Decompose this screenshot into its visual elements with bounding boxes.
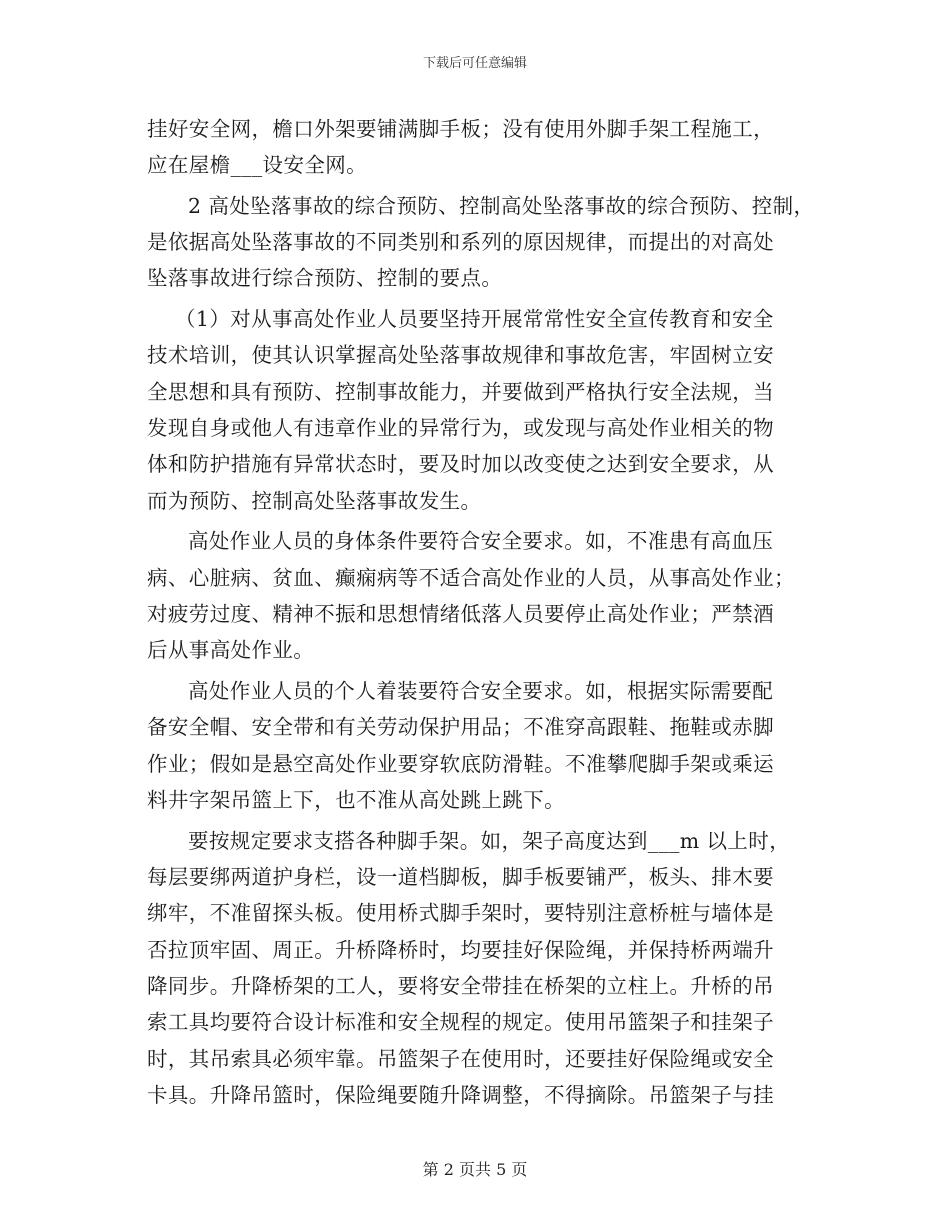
- text-line: 时，其吊索具必须牢靠。吊篮架子在使用时，还要挂好保险绳或安全: [147, 1047, 774, 1071]
- text-line: 料井字架吊篮上下，也不准从高处跳上跳下。: [147, 788, 565, 812]
- text-line: 应在屋檐___设安全网。: [147, 153, 368, 177]
- text-line: 卡具。升降吊篮时，保险绳要随升降调整，不得摘除。吊篮架子与挂: [147, 1083, 774, 1107]
- text-line: 是依据高处坠落事故的不同类别和系列的原因规律，而提出的对高处: [147, 230, 774, 254]
- text-line: 后从事高处作业。: [147, 638, 315, 662]
- text-line: （1）对从事高处作业人员要坚持开展常常性安全宣传教育和安全: [175, 307, 774, 331]
- text-line: 挂好安全网，檐口外架要铺满脚手板；没有使用外脚手架工程施工，: [147, 117, 774, 141]
- text-line: 要按规定要求支搭各种脚手架。如，架子高度达到___m 以上时，: [188, 829, 791, 853]
- page-footer: 第 2 页共 5 页: [422, 1160, 528, 1179]
- text-line: 索工具均要符合设计标准和安全规程的规定。使用吊篮架子和挂架子: [147, 1010, 774, 1034]
- text-line: 2 高处坠落事故的综合预防、控制高处坠落事故的综合预防、控制，: [188, 194, 815, 218]
- text-line: 备安全帽、安全带和有关劳动保护用品；不准穿高跟鞋、拖鞋或赤脚: [147, 715, 774, 739]
- text-line: 高处作业人员的身体条件要符合安全要求。如，不准患有高血压: [188, 529, 774, 553]
- text-line: 绑牢，不准留探头板。使用桥式脚手架时，要特别注意桥桩与墙体是: [147, 901, 774, 925]
- text-line: 作业；假如是悬空高处作业要穿软底防滑鞋。不准攀爬脚手架或乘运: [147, 752, 774, 776]
- text-line: 体和防护措施有异常状态时，要及时加以改变使之达到安全要求，从: [147, 452, 774, 476]
- text-line: 每层要绑两道护身栏，设一道档脚板，脚手板要铺严，板头、排木要: [147, 865, 774, 889]
- text-line: 对疲劳过度、精神不振和思想情绪低落人员要停止高处作业；严禁酒: [147, 602, 774, 626]
- text-line: 全思想和具有预防、控制事故能力，并要做到严格执行安全法规，当: [147, 380, 774, 404]
- page-header: 下载后可任意编辑: [422, 56, 527, 71]
- text-line: 降同步。升降桥架的工人，要将安全带挂在桥架的立柱上。升桥的吊: [147, 974, 774, 998]
- text-line: 坠落事故进行综合预防、控制的要点。: [147, 266, 503, 290]
- text-line: 高处作业人员的个人着装要符合安全要求。如，根据实际需要配: [188, 679, 774, 703]
- text-line: 技术培训，使其认识掌握高处坠落事故规律和事故危害，牢固树立安: [147, 343, 774, 367]
- text-line: 发现自身或他人有违章作业的异常行为，或发现与高处作业相关的物: [147, 416, 774, 440]
- text-line: 而为预防、控制高处坠落事故发生。: [147, 489, 482, 513]
- text-line: 否拉顶牢固、周正。升桥降桥时，均要挂好保险绳，并保持桥两端升: [147, 938, 774, 962]
- text-line: 病、心脏病、贫血、癫痫病等不适合高处作业的人员，从事高处作业；: [147, 566, 795, 590]
